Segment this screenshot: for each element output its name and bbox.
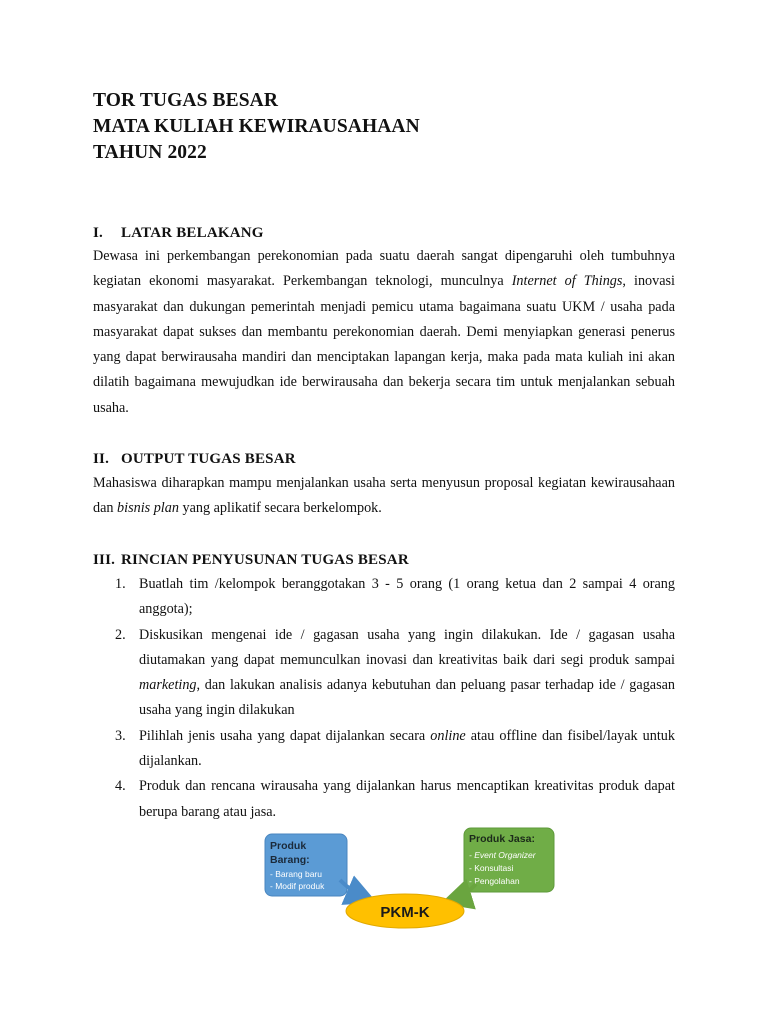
text-run: Produk dan rencana wirausaha yang dijalankan harus mencaptikan kreativitas produk dapat berupa barang atau jasa. [139, 778, 675, 820]
italic-term: online [430, 727, 466, 744]
produk-jasa-title: Produk Jasa: [469, 833, 535, 845]
produk-jasa-item-2: - Konsultasi [469, 863, 514, 873]
produk-barang-item-2: - Modif produk [270, 881, 325, 891]
text-run: Diskusikan mengenai ide / gagasan usaha yang ingin dilakukan. Ide / gagasan usaha diutamakan yang dapat memunculkan inovasi dan kreativitas baik dari segi produk sampai [139, 626, 675, 668]
text-run: Buatlah tim /kelompok beranggotakan 3 - 5 orang (1 orang ketua dan 2 sampai 4 orang anggota); [139, 576, 675, 618]
produk-barang-title-1: Produk [270, 840, 307, 852]
list-number: 3. [115, 727, 126, 744]
title-line-3: TAHUN 2022 [93, 142, 207, 163]
text-run: , inovasi masyarakat dan dukungan pemerintah menjadi pemicu utama bagaimana suatu UKM / usaha pada masyarakat dapat sukses dan membantu perekonomian daerah. Demi menyiapkan generasi penerus yang dapat berwirausaha mandiri dan menciptakan lapangan kerja, maka pada mata kuliah ini akan dilatih bagaimana mewujudkan ide berwirausaha dan bekerja secara tim untuk menjalankan sebuah usaha. [93, 273, 675, 416]
list-number: 1. [115, 576, 126, 592]
section-number: I. [93, 225, 103, 241]
text-run: Mahasiswa diharapkan mampu menjalankan usaha serta menyusun proposal kegiatan kewirausahaan dan [93, 475, 675, 517]
section-title: RINCIAN PENYUSUNAN TUGAS BESAR [121, 552, 409, 568]
produk-jasa-item-1: - Event Organizer [469, 850, 536, 860]
text-run: , dan lakukan analisis adanya kebutuhan dan peluang pasar terhadap ide / gagasan usaha yang ingin dilakukan [139, 677, 675, 719]
text-run: yang aplikatif secara berkelompok. [178, 500, 382, 517]
italic-term: bisnis plan [117, 500, 179, 517]
list-number: 2. [115, 626, 126, 643]
text-run: Dewasa ini perkembangan perekonomian pada suatu daerah sangat dipengaruhi oleh tumbuhnya kegiatan ekonomi masyarakat. Perkembangan teknologi, munculnya [93, 248, 675, 290]
title-line-1: TOR TUGAS BESAR [93, 90, 279, 111]
section-number: III. [93, 552, 116, 568]
text-run: Pilihlah jenis usaha yang dapat dijalankan secara [139, 727, 431, 744]
italic-term: Internet of Things [511, 273, 623, 290]
section-title: LATAR BELAKANG [121, 225, 264, 241]
pkm-k-label: PKM-K [380, 904, 430, 921]
list-number: 4. [115, 778, 126, 795]
produk-barang-item-1: - Barang baru [270, 869, 322, 879]
section-title: OUTPUT TUGAS BESAR [121, 451, 296, 467]
title-line-2: MATA KULIAH KEWIRAUSAHAAN [93, 116, 420, 137]
italic-term: marketing [139, 677, 197, 694]
section-number: II. [93, 451, 110, 467]
text-run: atau offline dan fisibel/layak untuk dijalankan. [139, 727, 675, 770]
produk-barang-title-2: Barang: [270, 854, 310, 866]
produk-jasa-item-3: - Pengolahan [469, 876, 520, 886]
